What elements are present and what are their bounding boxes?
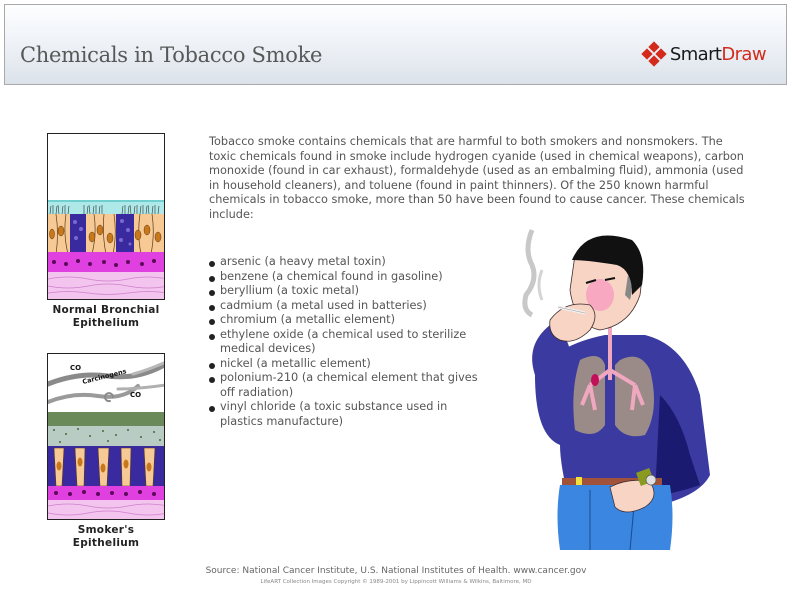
intro-paragraph: Tobacco smoke contains chemicals that are harmful to both smokers and nonsmokers. The toxic chemicals found in smoke include hydrogen cyanide (used in chemical weapons), carbon monoxide (found in car exhaust), formaldehyde (used as an embalming fluid), ammonia (used in household cleaners), and toluene (found in paint thinners). Of the 250 known harmful chemicals in tobacco smoke, more than 50 have been found to cause cancer. These chemicals include: bbox=[209, 135, 745, 221]
smartdraw-logo bbox=[643, 43, 766, 65]
bullet-icon bbox=[209, 261, 215, 267]
smoking-man-illustration bbox=[510, 225, 710, 550]
list-item: nickel (a metallic element) bbox=[208, 357, 483, 372]
list-item: vinyl chloride (a toxic substance used in plastics manufacture) bbox=[208, 400, 483, 429]
smoker-epithelium-illustration bbox=[47, 353, 165, 520]
bullet-icon bbox=[209, 334, 215, 340]
bullet-icon bbox=[209, 305, 215, 311]
copyright-notice: LifeART Collection Images Copyright © 1989-2001 by Lippincott Williams & Wilkins, Baltimore, MD bbox=[260, 579, 532, 585]
list-item: chromium (a metallic element) bbox=[208, 313, 483, 328]
list-item: beryllium (a toxic metal) bbox=[208, 284, 483, 299]
logo-text: SmartDraw bbox=[669, 43, 766, 65]
svg-text:Carcinogens: Carcinogens bbox=[81, 367, 128, 386]
bullet-icon bbox=[209, 377, 215, 383]
source-citation: Source: National Cancer Institute, U.S. National Institutes of Health. www.cancer.gov bbox=[205, 566, 587, 576]
chemicals-list bbox=[208, 255, 483, 429]
svg-text:CO: CO bbox=[70, 364, 82, 372]
list-item: benzene (a chemical found in gasoline) bbox=[208, 270, 483, 285]
normal-epithelium-label: Normal Bronchial Epithelium bbox=[52, 304, 160, 329]
smartdraw-diamond-icon bbox=[643, 43, 665, 65]
bullet-icon bbox=[209, 319, 215, 325]
page-title: Chemicals in Tobacco Smoke bbox=[20, 43, 323, 67]
list-item: arsenic (a heavy metal toxin) bbox=[208, 255, 483, 270]
svg-text:CO: CO bbox=[130, 391, 142, 399]
smoker-epithelium-label: Smoker's Epithelium bbox=[72, 524, 140, 549]
bullet-icon bbox=[209, 276, 215, 282]
bullet-icon bbox=[209, 363, 215, 369]
bullet-icon bbox=[209, 406, 215, 412]
list-item: ethylene oxide (a chemical used to sterilize medical devices) bbox=[208, 328, 483, 357]
bullet-icon bbox=[209, 290, 215, 296]
list-item: polonium-210 (a chemical element that gives off radiation) bbox=[208, 371, 483, 400]
page-header bbox=[4, 4, 787, 85]
normal-epithelium-illustration bbox=[47, 133, 165, 300]
list-item: cadmium (a metal used in batteries) bbox=[208, 299, 483, 314]
